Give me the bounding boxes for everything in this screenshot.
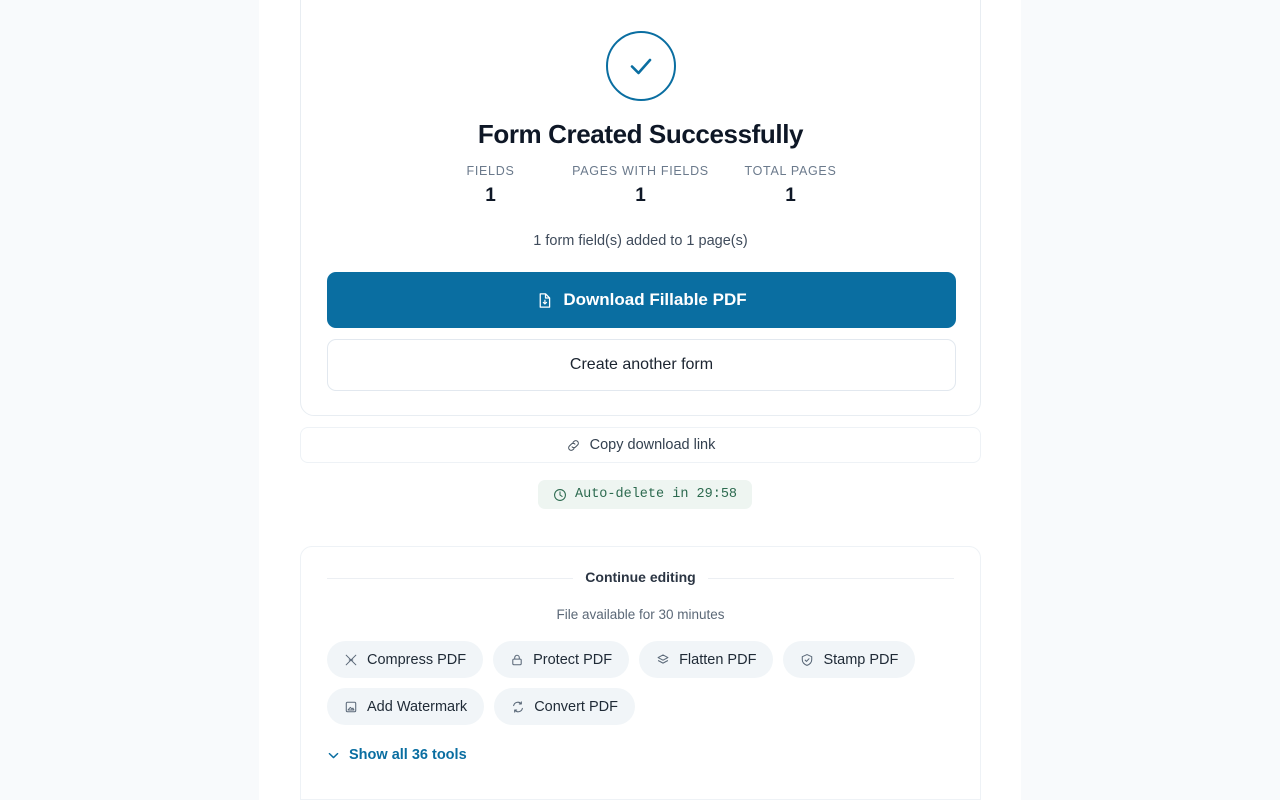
- tool-chip-add-watermark[interactable]: [327, 688, 484, 725]
- stat-total-pages: [716, 164, 866, 207]
- layers-icon: [656, 653, 670, 667]
- auto-delete-label: Auto-delete in 29:58: [575, 487, 738, 502]
- chevron-down-icon: [327, 749, 340, 762]
- page-title: Form Created Successfully: [477, 119, 804, 149]
- stamp-icon: [800, 653, 814, 667]
- create-another-form-label: Create another form: [569, 356, 714, 373]
- lock-icon: [510, 653, 524, 667]
- tool-chip-label: Convert PDF: [534, 698, 618, 715]
- clock-icon: [553, 488, 567, 502]
- tool-chip-flatten-pdf[interactable]: [639, 641, 773, 678]
- tool-chip-compress-pdf[interactable]: [327, 641, 483, 678]
- success-icon-wrap: [327, 31, 954, 101]
- convert-icon: [511, 700, 525, 714]
- tool-chip-label: Stamp PDF: [823, 651, 899, 668]
- stat-value: 1: [785, 185, 796, 206]
- stat-label: TOTAL PAGES: [744, 164, 837, 178]
- right-gutter: [1021, 0, 1280, 800]
- watermark-icon: [344, 700, 358, 714]
- link-icon: [566, 438, 581, 453]
- create-another-form-button[interactable]: [327, 339, 956, 391]
- success-card: [300, 0, 981, 416]
- stat-fields: [416, 164, 566, 207]
- download-fillable-pdf-label: Download Fillable PDF: [563, 290, 747, 309]
- tool-chip-convert-pdf[interactable]: [494, 688, 635, 725]
- stats-row: [327, 164, 954, 207]
- continue-editing-card: [300, 546, 981, 800]
- copy-download-link-button[interactable]: [300, 427, 981, 463]
- tool-chip-label: Flatten PDF: [679, 651, 757, 668]
- stat-value: 1: [635, 185, 646, 206]
- show-all-tools-label: Show all 36 tools: [349, 747, 467, 763]
- stat-label: PAGES WITH FIELDS: [572, 164, 709, 178]
- tool-chip-label: Compress PDF: [367, 651, 467, 668]
- tool-chip-stamp-pdf[interactable]: [783, 641, 915, 678]
- show-all-tools-button[interactable]: [327, 747, 467, 763]
- stat-value: 1: [485, 185, 496, 206]
- main-column: [259, 0, 1021, 800]
- continue-editing-heading: [327, 569, 954, 587]
- copy-download-link-label: Copy download link: [589, 437, 716, 453]
- stat-pages-with-fields: [566, 164, 716, 207]
- stat-label: FIELDS: [466, 164, 515, 178]
- file-availability-text: File available for 30 minutes: [556, 607, 725, 622]
- file-download-icon: [536, 292, 553, 309]
- tool-chip-list: [327, 641, 954, 725]
- check-circle-icon: [606, 31, 676, 101]
- compress-icon: [344, 653, 358, 667]
- download-fillable-pdf-button[interactable]: [327, 272, 956, 328]
- left-gutter: [0, 0, 259, 800]
- continue-editing-label: Continue editing: [573, 569, 707, 585]
- tool-chip-protect-pdf[interactable]: [493, 641, 629, 678]
- tool-chip-label: Add Watermark: [367, 698, 468, 715]
- tool-chip-label: Protect PDF: [533, 651, 613, 668]
- summary-text: 1 form field(s) added to 1 page(s): [533, 233, 748, 249]
- auto-delete-badge: [538, 480, 752, 509]
